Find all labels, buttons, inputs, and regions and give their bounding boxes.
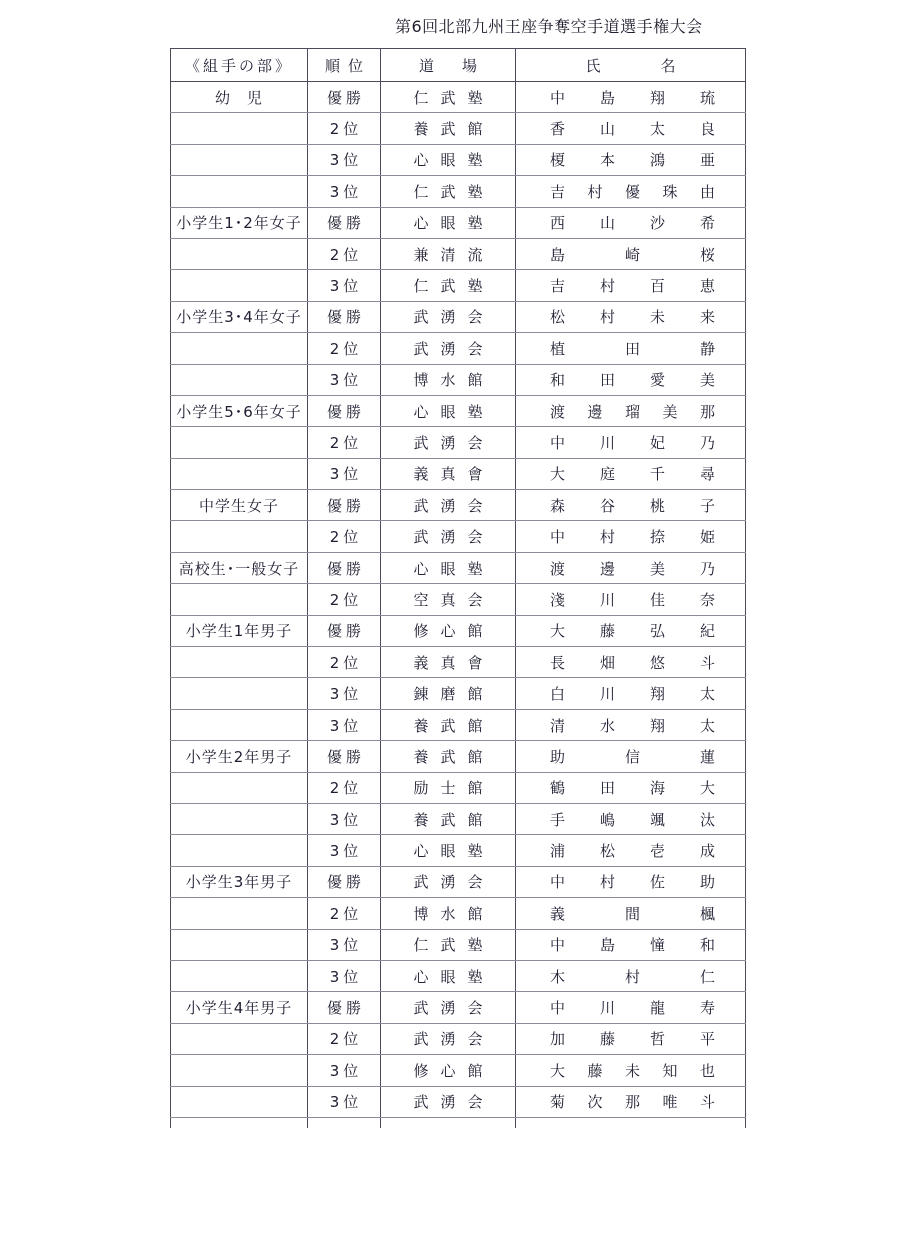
table-cell-name: 浦松壱成 [516,835,746,866]
table-cell-dojo: 心眼塾 [381,395,516,426]
table-cell-rank: 優勝 [308,207,381,238]
table-cell-category [171,835,308,866]
table-cell-rank: 優勝 [308,866,381,897]
table-cell-category: 小学生1･2年女子 [171,207,308,238]
table-cell-name: 中島憧和 [516,929,746,960]
table-cell-category: 小学生3･4年女子 [171,301,308,332]
table-cell-category [171,584,308,615]
table-cell-rank: 2位 [308,521,381,552]
table-row [171,427,746,458]
table-cell-dojo: 武湧会 [381,1023,516,1054]
table-cell-empty [516,1117,746,1128]
table-cell-category: 小学生3年男子 [171,866,308,897]
table-row [171,615,746,646]
table-cell-name: 木村仁 [516,960,746,991]
table-cell-dojo: 養武館 [381,709,516,740]
table-cell-rank: 2位 [308,333,381,364]
table-cell-dojo: 養武館 [381,741,516,772]
table-row [171,270,746,301]
table-row [171,552,746,583]
table-cell-name: 松村未来 [516,301,746,332]
table-cell-name: 大藤弘紀 [516,615,746,646]
table-header [171,49,746,82]
table-cell-dojo: 武湧会 [381,992,516,1023]
table-cell-category [171,678,308,709]
table-cell-category [171,772,308,803]
page-title: 第6回北部九州王座争奪空手道選手権大会 [395,17,703,36]
table-cell-dojo: 武湧会 [381,333,516,364]
table-cell-category [171,364,308,395]
table-cell-rank: 2位 [308,772,381,803]
table-cell-name: 中村佐助 [516,866,746,897]
table-cell-empty [308,1117,381,1128]
table-cell-dojo: 武湧会 [381,1086,516,1117]
table-cell-category: 中学生女子 [171,490,308,521]
table-row-end [171,1117,746,1128]
table-row [171,521,746,552]
header-name: 氏名 [516,49,746,82]
table-cell-category [171,929,308,960]
table-cell-category: 小学生5･6年女子 [171,395,308,426]
table-cell-rank: 優勝 [308,490,381,521]
table-cell-dojo: 修心館 [381,1055,516,1086]
table-cell-name: 中川龍寿 [516,992,746,1023]
table-cell-rank: 3位 [308,960,381,991]
table-cell-dojo: 仁武塾 [381,82,516,113]
table-row [171,490,746,521]
table-cell-category [171,898,308,929]
table-cell-rank: 3位 [308,835,381,866]
table-cell-empty [171,1117,308,1128]
table-cell-name: 加藤哲平 [516,1023,746,1054]
table-cell-dojo: 心眼塾 [381,207,516,238]
table-cell-rank: 3位 [308,458,381,489]
table-cell-name: 鶴田海大 [516,772,746,803]
table-cell-category [171,458,308,489]
table-cell-category: 小学生2年男子 [171,741,308,772]
table-row [171,929,746,960]
table-cell-name: 大藤未知也 [516,1055,746,1086]
table-cell-rank: 優勝 [308,552,381,583]
results-table [170,48,746,1128]
table-cell-rank: 3位 [308,709,381,740]
table-cell-category [171,176,308,207]
table-cell-name: 島崎桜 [516,238,746,269]
table-row [171,1023,746,1054]
table-cell-rank: 2位 [308,238,381,269]
table-row [171,458,746,489]
table-cell-dojo: 心眼塾 [381,960,516,991]
table-cell-rank: 2位 [308,113,381,144]
table-row [171,82,746,113]
table-cell-category [171,803,308,834]
table-cell-name: 義間楓 [516,898,746,929]
table-row [171,238,746,269]
table-row [171,960,746,991]
table-cell-rank: 2位 [308,898,381,929]
table-row [171,1055,746,1086]
table-cell-name: 白川翔太 [516,678,746,709]
table-cell-dojo: 仁武塾 [381,929,516,960]
table-cell-category [171,709,308,740]
table-cell-rank: 優勝 [308,301,381,332]
table-row [171,678,746,709]
table-cell-category [171,1023,308,1054]
table-cell-category: 幼 児 [171,82,308,113]
table-cell-name: 助信蓮 [516,741,746,772]
table-cell-dojo: 義真會 [381,647,516,678]
header-category: 《組手の部》 [171,49,308,82]
table-cell-dojo: 空真会 [381,584,516,615]
table-row [171,803,746,834]
table-cell-rank: 3位 [308,1086,381,1117]
table-cell-dojo: 心眼塾 [381,552,516,583]
table-cell-category [171,333,308,364]
table-cell-category: 小学生1年男子 [171,615,308,646]
table-cell-rank: 優勝 [308,741,381,772]
table-cell-rank: 2位 [308,647,381,678]
table-cell-name: 清水翔太 [516,709,746,740]
table-cell-category [171,427,308,458]
table-row [171,898,746,929]
table-cell-rank: 2位 [308,427,381,458]
table-cell-rank: 優勝 [308,395,381,426]
table-row [171,1086,746,1117]
table-cell-name: 渡邊美乃 [516,552,746,583]
table-cell-rank: 3位 [308,144,381,175]
table-cell-dojo: 励士館 [381,772,516,803]
table-cell-name: 吉村百恵 [516,270,746,301]
table-row [171,207,746,238]
table-cell-dojo: 心眼塾 [381,144,516,175]
table-cell-dojo: 錬磨館 [381,678,516,709]
table-cell-rank: 3位 [308,364,381,395]
table-cell-dojo: 養武館 [381,803,516,834]
table-cell-category: 小学生4年男子 [171,992,308,1023]
table-row [171,395,746,426]
table-cell-name: 大庭千尋 [516,458,746,489]
table-row [171,772,746,803]
table-cell-rank: 優勝 [308,82,381,113]
table-row [171,301,746,332]
table-cell-empty [381,1117,516,1128]
table-body [171,82,746,1128]
table-row [171,992,746,1023]
table-row [171,176,746,207]
header-dojo: 道場 [381,49,516,82]
table-cell-rank: 3位 [308,929,381,960]
table-cell-dojo: 仁武塾 [381,176,516,207]
table-cell-category [171,1086,308,1117]
table-cell-name: 吉村優珠由 [516,176,746,207]
table-cell-rank: 優勝 [308,615,381,646]
table-cell-category [171,113,308,144]
table-cell-rank: 3位 [308,1055,381,1086]
table-cell-name: 榎本鴻亜 [516,144,746,175]
table-cell-name: 長畑悠斗 [516,647,746,678]
table-cell-name: 和田愛美 [516,364,746,395]
table-cell-dojo: 武湧会 [381,427,516,458]
header-row [171,49,746,82]
table-cell-dojo: 養武館 [381,113,516,144]
header-rank: 順位 [308,49,381,82]
table-cell-name: 中島翔琉 [516,82,746,113]
table-cell-dojo: 心眼塾 [381,835,516,866]
table-cell-rank: 2位 [308,584,381,615]
table-cell-name: 西山沙希 [516,207,746,238]
table-cell-name: 中川妃乃 [516,427,746,458]
table-cell-name: 手嶋颯汰 [516,803,746,834]
table-cell-rank: 3位 [308,678,381,709]
table-cell-dojo: 武湧会 [381,866,516,897]
table-cell-dojo: 修心館 [381,615,516,646]
table-row [171,866,746,897]
table-cell-category [171,238,308,269]
table-cell-category [171,647,308,678]
table-row [171,584,746,615]
table-cell-name: 香山太良 [516,113,746,144]
table-cell-rank: 優勝 [308,992,381,1023]
table-cell-name: 菊次那唯斗 [516,1086,746,1117]
table-cell-rank: 2位 [308,1023,381,1054]
table-cell-dojo: 博水館 [381,364,516,395]
table-cell-category [171,1055,308,1086]
table-row [171,741,746,772]
table-cell-name: 淺川佳奈 [516,584,746,615]
table-cell-dojo: 武湧会 [381,521,516,552]
table-cell-rank: 3位 [308,270,381,301]
table-cell-category: 高校生･一般女子 [171,552,308,583]
table-cell-dojo: 兼清流 [381,238,516,269]
table-cell-dojo: 博水館 [381,898,516,929]
table-row [171,333,746,364]
table-cell-rank: 3位 [308,803,381,834]
table-cell-name: 森谷桃子 [516,490,746,521]
table-cell-dojo: 武湧会 [381,490,516,521]
table-cell-name: 渡邊瑠美那 [516,395,746,426]
table-cell-name: 植田静 [516,333,746,364]
table-cell-category [171,270,308,301]
table-cell-dojo: 武湧会 [381,301,516,332]
table-row [171,647,746,678]
table-row [171,144,746,175]
table-cell-rank: 3位 [308,176,381,207]
table-row [171,835,746,866]
table-cell-category [171,144,308,175]
table-row [171,709,746,740]
table-cell-category [171,521,308,552]
table-cell-dojo: 義真會 [381,458,516,489]
table-row [171,113,746,144]
table-cell-category [171,960,308,991]
table-cell-dojo: 仁武塾 [381,270,516,301]
table-cell-name: 中村捺姫 [516,521,746,552]
table-row [171,364,746,395]
